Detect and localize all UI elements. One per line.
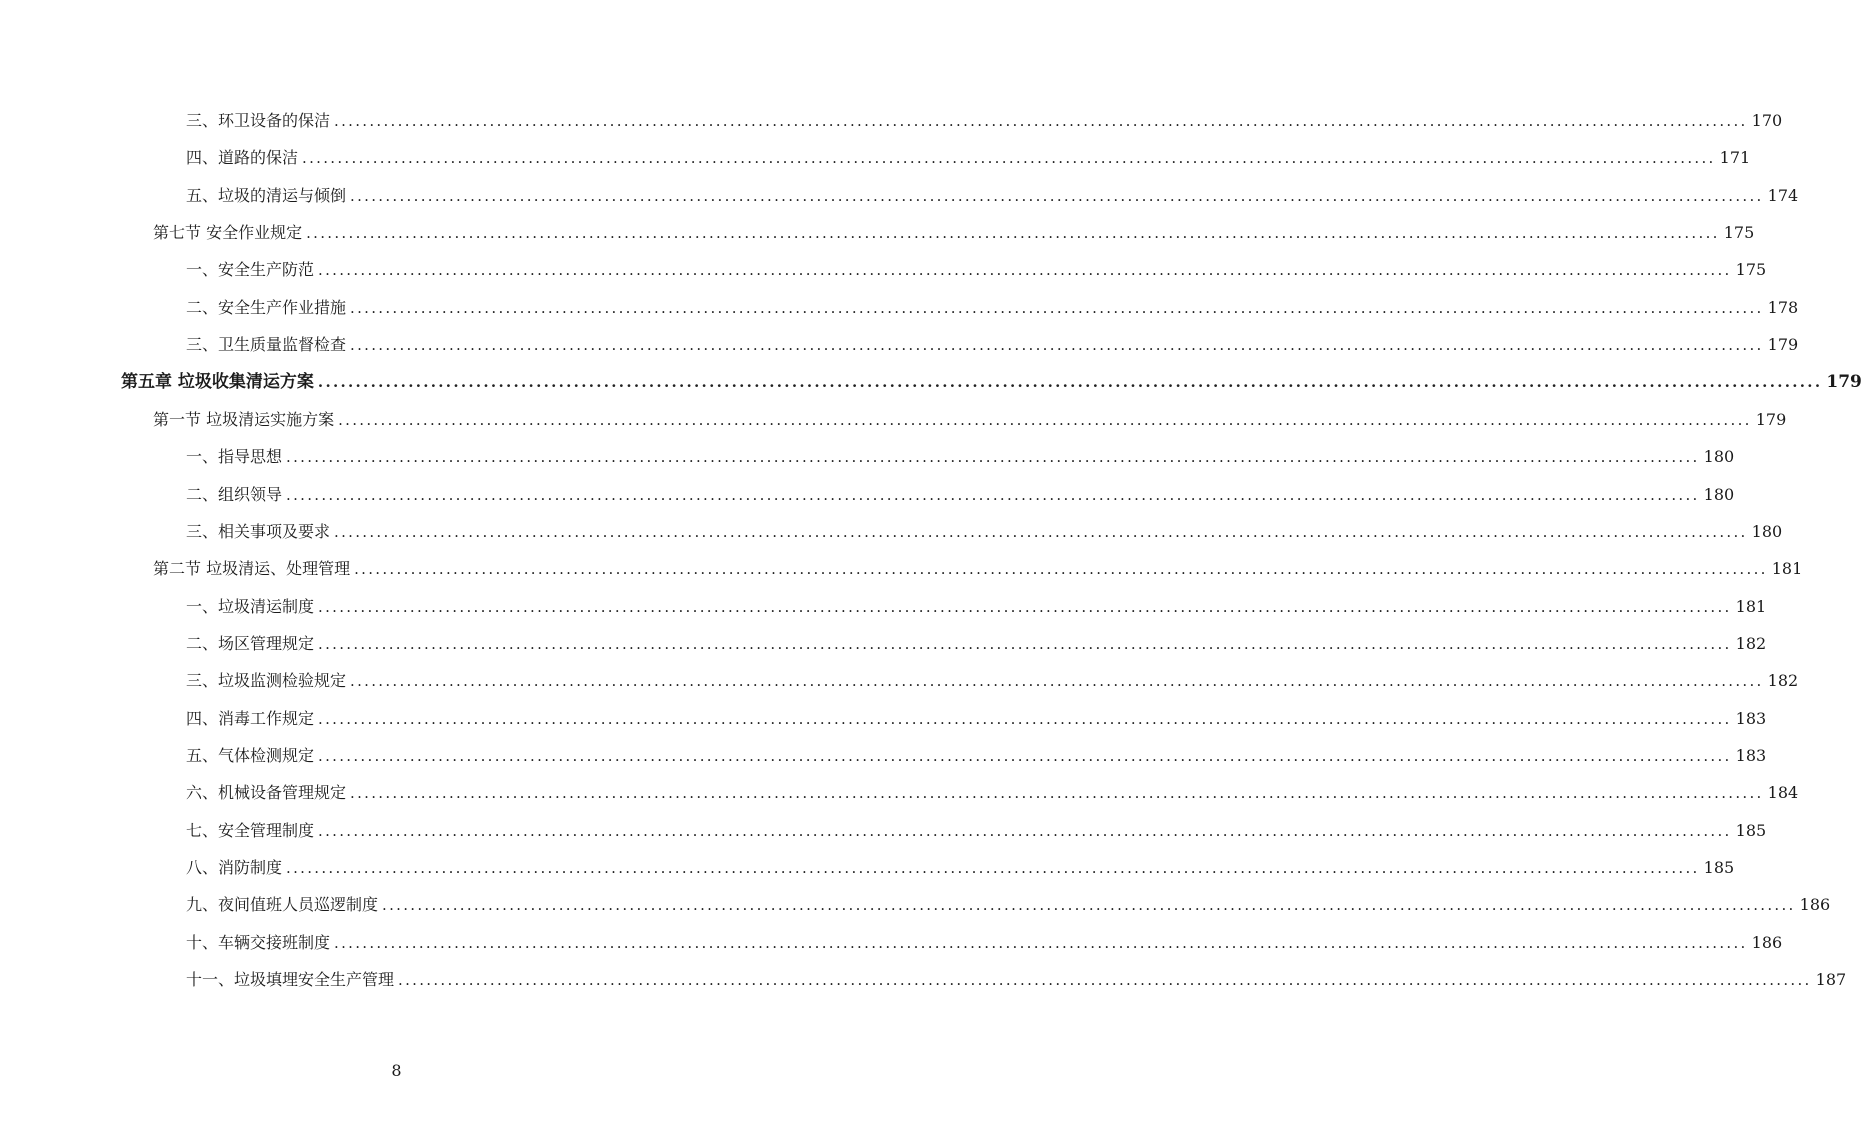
toc-entry-title: 三、垃圾监测检验规定: [186, 671, 347, 690]
toc-entry-title: 四、消毒工作规定: [186, 709, 315, 728]
toc-entry-title: 三、环卫设备的保洁: [186, 111, 331, 130]
toc-entry-title: 三、卫生质量监督检查: [186, 335, 347, 354]
toc-entry[interactable]: [121, 368, 1862, 392]
toc-entry[interactable]: [153, 406, 1787, 430]
toc-entry-title: 一、垃圾清运制度: [186, 597, 315, 616]
toc-entry[interactable]: [186, 779, 1799, 803]
page-number: 8: [391, 1061, 402, 1080]
toc-entry[interactable]: [186, 294, 1799, 318]
toc-entry[interactable]: [186, 481, 1735, 505]
toc-entry-title: 六、机械设备管理规定: [186, 783, 347, 802]
toc-entry-page: 179: [1755, 410, 1787, 429]
toc-leader-dots: ........................................................................................................................................................................................................: [318, 822, 1732, 840]
toc-entry-title: 七、安全管理制度: [186, 821, 315, 840]
toc-leader-dots: ........................................................................................................................................................................................................: [286, 486, 1700, 504]
toc-leader-dots: ........................................................................................................................................................................................................: [306, 224, 1720, 242]
toc-entry[interactable]: [186, 817, 1767, 841]
toc-entry[interactable]: [186, 443, 1735, 467]
toc-entry-title: 一、指导思想: [186, 447, 283, 466]
toc-leader-dots: ........................................................................................................................................................................................................: [350, 672, 1764, 690]
toc-entry-title: 五、垃圾的清运与倾倒: [186, 186, 347, 205]
toc-entry-page: 175: [1735, 260, 1767, 279]
toc-entry[interactable]: [186, 742, 1767, 766]
toc-entry-page: 180: [1751, 522, 1783, 541]
toc-entry-page: 182: [1767, 671, 1799, 690]
toc-entry-page: 171: [1719, 148, 1751, 167]
toc-leader-dots: ........................................................................................................................................................................................................: [286, 448, 1700, 466]
toc-entry-title: 十、车辆交接班制度: [186, 933, 331, 952]
toc-entry[interactable]: [186, 593, 1767, 617]
toc-entry-page: 179: [1767, 335, 1799, 354]
toc-entry-page: 187: [1815, 970, 1847, 989]
toc-leader-dots: ........................................................................................................................................................................................................: [338, 411, 1752, 429]
toc-entry-page: 181: [1735, 597, 1767, 616]
toc-entry-page: 175: [1723, 223, 1755, 242]
toc-leader-dots: ........................................................................................................................................................................................................: [334, 934, 1748, 952]
toc-entry-title: 一、安全生产防范: [186, 260, 315, 279]
toc-leader-dots: ........................................................................................................................................................................................................: [318, 710, 1732, 728]
toc-entry[interactable]: [186, 518, 1783, 542]
toc-entry[interactable]: [186, 705, 1767, 729]
toc-entry-page: 179: [1826, 372, 1862, 392]
toc-entry-title: 二、组织领导: [186, 485, 283, 504]
toc-entry-title: 八、消防制度: [186, 858, 283, 877]
toc-entry[interactable]: [153, 219, 1755, 243]
toc-entry-title: 二、场区管理规定: [186, 634, 315, 653]
toc-entry-page: 180: [1703, 447, 1735, 466]
toc-entry[interactable]: [186, 854, 1735, 878]
toc-leader-dots: ........................................................................................................................................................................................................: [354, 560, 1768, 578]
toc-entry-page: 186: [1799, 895, 1831, 914]
toc-entry-page: 181: [1771, 559, 1803, 578]
toc-entry-title: 五、气体检测规定: [186, 746, 315, 765]
toc-leader-dots: ........................................................................................................................................................................................................: [350, 299, 1764, 317]
toc-leader-dots: ........................................................................................................................................................................................................: [318, 635, 1732, 653]
toc-entry-page: 174: [1767, 186, 1799, 205]
toc-leader-dots: ........................................................................................................................................................................................................: [398, 971, 1812, 989]
toc-entry-title: 九、夜间值班人员巡逻制度: [186, 895, 379, 914]
toc-entry-page: 180: [1703, 485, 1735, 504]
toc-entry[interactable]: [186, 331, 1799, 355]
toc-entry[interactable]: [186, 107, 1783, 131]
toc-entry-page: 186: [1751, 933, 1783, 952]
toc-entry-page: 183: [1735, 709, 1767, 728]
toc-entry[interactable]: [186, 891, 1831, 915]
toc-leader-dots: ........................................................................................................................................................................................................: [318, 261, 1732, 279]
toc-entry-title: 四、道路的保洁: [186, 148, 299, 167]
toc-entry-title: 第一节 垃圾清运实施方案: [153, 410, 335, 429]
toc-entry-title: 第七节 安全作业规定: [153, 223, 303, 242]
toc-entry[interactable]: [186, 256, 1767, 280]
toc-entry-page: 185: [1703, 858, 1735, 877]
toc-entry[interactable]: [153, 555, 1803, 579]
toc-leader-dots: ........................................................................................................................................................................................................: [334, 523, 1748, 541]
toc-leader-dots: ........................................................................................................................................................................................................: [350, 187, 1764, 205]
toc-entry-page: 185: [1735, 821, 1767, 840]
toc-entry-title: 第五章 垃圾收集清运方案: [121, 372, 314, 392]
toc-entry[interactable]: [186, 144, 1751, 168]
toc-entry-title: 第二节 垃圾清运、处理管理: [153, 559, 351, 578]
toc-entry-page: 182: [1735, 634, 1767, 653]
toc-leader-dots: ........................................................................................................................................................................................................: [318, 598, 1732, 616]
toc-leader-dots: ........................................................................................................................................................................................................: [350, 784, 1764, 802]
toc-leader-dots: ........................................................................................................................................................................................................: [334, 112, 1748, 130]
toc-leader-dots: ........................................................................................................................................................................................................: [317, 373, 1823, 391]
toc-leader-dots: ........................................................................................................................................................................................................: [382, 896, 1796, 914]
toc-entry-page: 170: [1751, 111, 1783, 130]
toc-entry-page: 183: [1735, 746, 1767, 765]
toc-entry-page: 178: [1767, 298, 1799, 317]
toc-entry-title: 三、相关事项及要求: [186, 522, 331, 541]
toc-entry-page: 184: [1767, 783, 1799, 802]
toc-entry[interactable]: [186, 182, 1799, 206]
toc-entry[interactable]: [186, 630, 1767, 654]
toc-entry-title: 二、安全生产作业措施: [186, 298, 347, 317]
toc-leader-dots: ........................................................................................................................................................................................................: [286, 859, 1700, 877]
toc-leader-dots: ........................................................................................................................................................................................................: [350, 336, 1764, 354]
toc-entry[interactable]: [186, 929, 1783, 953]
toc-leader-dots: ........................................................................................................................................................................................................: [318, 747, 1732, 765]
toc-entry[interactable]: [186, 966, 1847, 990]
toc-entry-title: 十一、垃圾填埋安全生产管理: [186, 970, 395, 989]
toc-leader-dots: ........................................................................................................................................................................................................: [302, 149, 1716, 167]
toc-entry[interactable]: [186, 667, 1799, 691]
